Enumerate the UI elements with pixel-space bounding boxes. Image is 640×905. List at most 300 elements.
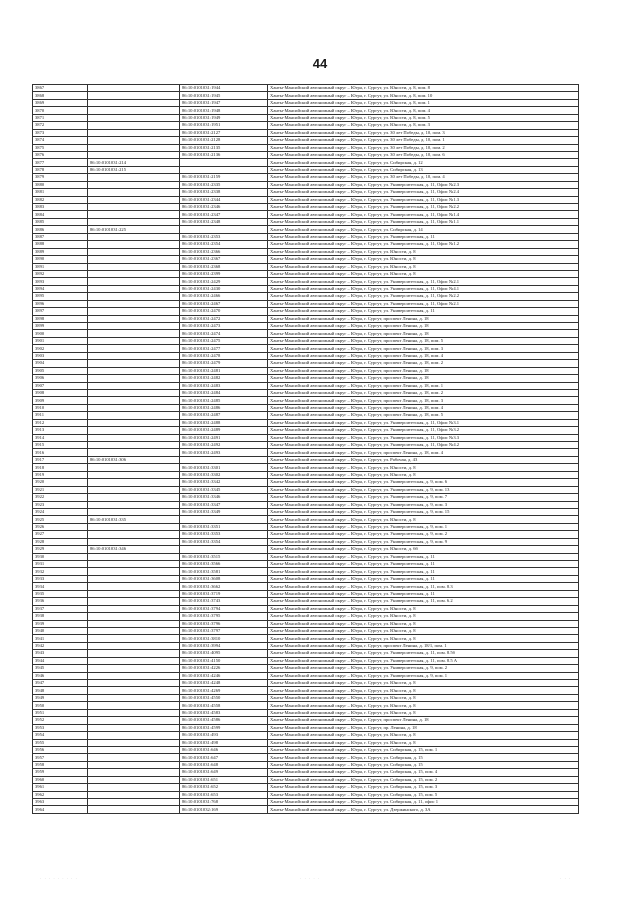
address-cell: Ханты-Мансийский автономный округ – Югра, г. Сургут, ул. Юности, д. 8 [268, 471, 579, 478]
address-cell: Ханты-Мансийский автономный округ – Югра, г. Сургут, ул. Рабочая, д. 43 [268, 456, 579, 463]
address-cell: Ханты-Мансийский автономный округ – Югра, г. Сургут, ул. Университетская, д. 11, Офис №1.2 [268, 241, 579, 248]
table-row [33, 598, 579, 605]
cadastral-number-cell: 86:10:0101031:2485 [180, 397, 268, 404]
row-number-cell: 3939 [33, 620, 88, 627]
address-cell: Ханты-Мансийский автономный округ – Югра, г. Сургут, ул. Сибирская, д. 15, пом. 1 [268, 746, 579, 753]
table-row [33, 278, 579, 285]
cadastral-number-cell: 86:10:0101031:3302 [180, 471, 268, 478]
row-number-cell: 3889 [33, 248, 88, 255]
address-cell: Ханты-Мансийский автономный округ – Югра, г. Сургут, проспект Ленина, д. 18, пом. 2 [268, 360, 579, 367]
table-row [33, 107, 579, 114]
parcel-number-cell [88, 352, 180, 359]
table-row [33, 419, 579, 426]
cadastral-number-cell: 86:10:0101031:3794 [180, 605, 268, 612]
row-number-cell: 3871 [33, 114, 88, 121]
table-row [33, 144, 579, 151]
table-row [33, 315, 579, 322]
address-cell: Ханты-Мансийский автономный округ – Югра, г. Сургут, ул. Университетская, д. 9, пом. 6 [268, 479, 579, 486]
table-row [33, 367, 579, 374]
page-number: 44 [312, 56, 328, 71]
parcel-number-cell [88, 204, 180, 211]
address-cell: Ханты-Мансийский автономный округ – Югра, г. Сургут, ул. Университетская, д. 11, Офис №1.3 [268, 196, 579, 203]
registry-table-body [33, 85, 579, 814]
row-number-cell: 3881 [33, 189, 88, 196]
parcel-number-cell [88, 196, 180, 203]
address-cell: Ханты-Мансийский автономный округ – Югра, г. Сургут, ул. Университетская, д. 11, Офис №2.1 [268, 300, 579, 307]
parcel-number-cell [88, 256, 180, 263]
footer-scan-noise-right: · · · [560, 876, 572, 881]
cadastral-number-cell [180, 546, 268, 553]
cadastral-number-cell: 86:10:0101031:2481 [180, 367, 268, 374]
table-row [33, 159, 579, 166]
row-number-cell: 3957 [33, 754, 88, 761]
row-number-cell: 3934 [33, 583, 88, 590]
row-number-cell: 3906 [33, 375, 88, 382]
parcel-number-cell [88, 746, 180, 753]
address-cell: Ханты-Мансийский автономный округ – Югра, г. Сургут, проспект Ленина, д. 18 [268, 375, 579, 382]
row-number-cell: 3921 [33, 486, 88, 493]
table-row [33, 92, 579, 99]
table-row [33, 345, 579, 352]
row-number-cell: 3946 [33, 672, 88, 679]
cadastral-number-cell: 86:10:0101031:4248 [180, 680, 268, 687]
cadastral-number-cell: 86:10:0101031:3994 [180, 642, 268, 649]
cadastral-number-cell: 86:10:0101031:2347 [180, 211, 268, 218]
table-row [33, 650, 579, 657]
cadastral-number-cell: 86:10:0101031:2478 [180, 352, 268, 359]
address-cell: Ханты-Мансийский автономный округ – Югра, г. Сургут, ул. Юности, д. 8 [268, 627, 579, 634]
table-row [33, 739, 579, 746]
table-row [33, 494, 579, 501]
table-row [33, 687, 579, 694]
footer-scan-noise-center: · · · · · [300, 876, 321, 881]
row-number-cell: 3919 [33, 471, 88, 478]
address-cell: Ханты-Мансийский автономный округ – Югра, г. Сургут, ул. Юности, д. 8, пом. 8 [268, 85, 579, 92]
address-cell: Ханты-Мансийский автономный округ – Югра, г. Сургут, ул. Университетская, д. 9, пом. 2 [268, 531, 579, 538]
table-row [33, 330, 579, 337]
row-number-cell: 3951 [33, 709, 88, 716]
row-number-cell: 3873 [33, 129, 88, 136]
table-row [33, 538, 579, 545]
row-number-cell: 3897 [33, 308, 88, 315]
address-cell: Ханты-Мансийский автономный округ – Югра, г. Сургут, ул. Сибирская, д. 14 [268, 226, 579, 233]
cadastral-number-cell: 86:10:0101031:2482 [180, 375, 268, 382]
address-cell: Ханты-Мансийский автономный округ – Югра, г. Сургут, ул. Сибирская, д. 11, офис 1 [268, 799, 579, 806]
row-number-cell: 3942 [33, 642, 88, 649]
table-row [33, 211, 579, 218]
cadastral-number-cell: 86:10:0101031:2353 [180, 233, 268, 240]
parcel-number-cell [88, 784, 180, 791]
parcel-number-cell [88, 107, 180, 114]
cadastral-number-cell: 86:10:0101031:2474 [180, 330, 268, 337]
address-cell: Ханты-Мансийский автономный округ – Югра, г. Сургут, проспект Ленина, д. 18, пом. 4 [268, 352, 579, 359]
table-row [33, 241, 579, 248]
cadastral-number-cell: 86:10:0101031:649 [180, 769, 268, 776]
parcel-number-cell [88, 657, 180, 664]
address-cell: Ханты-Мансийский автономный округ – Югра, г. Сургут, ул. Университетская, д. 9, пом. 13 [268, 486, 579, 493]
row-number-cell: 3956 [33, 746, 88, 753]
address-cell: Ханты-Мансийский автономный округ – Югра, г. Сургут, ул. Университетская, д. 11, Офис №2.3 [268, 181, 579, 188]
cadastral-number-cell: 86:10:0101031:2429 [180, 278, 268, 285]
cadastral-number-cell: 86:10:0101031:4226 [180, 665, 268, 672]
parcel-number-cell [88, 575, 180, 582]
cadastral-number-cell: 86:10:0101031:3810 [180, 635, 268, 642]
row-number-cell: 3932 [33, 568, 88, 575]
cadastral-number-cell [180, 456, 268, 463]
row-number-cell: 3940 [33, 627, 88, 634]
address-cell: Ханты-Мансийский автономный округ – Югра, г. Сургут, ул. 30 лет Победы, д. 10, пом. 1 [268, 137, 579, 144]
parcel-number-cell [88, 412, 180, 419]
row-number-cell: 3944 [33, 657, 88, 664]
parcel-number-cell [88, 300, 180, 307]
cadastral-number-cell: 86:10:0101031:2491 [180, 434, 268, 441]
row-number-cell: 3890 [33, 256, 88, 263]
address-cell: Ханты-Мансийский автономный округ – Югра, г. Сургут, ул. Университетская, д. 11 [268, 575, 579, 582]
cadastral-number-cell: 86:10:0101031:2128 [180, 137, 268, 144]
table-row [33, 561, 579, 568]
cadastral-number-cell: 86:10:0101031:646 [180, 746, 268, 753]
parcel-number-cell [88, 568, 180, 575]
parcel-number-cell [88, 464, 180, 471]
parcel-number-cell [88, 583, 180, 590]
row-number-cell: 3963 [33, 799, 88, 806]
parcel-number-cell [88, 442, 180, 449]
parcel-number-cell [88, 278, 180, 285]
table-row [33, 137, 579, 144]
table-row [33, 174, 579, 181]
table-row [33, 263, 579, 270]
table-row [33, 709, 579, 716]
row-number-cell: 3964 [33, 806, 88, 813]
address-cell: Ханты-Мансийский автономный округ – Югра, г. Сургут, ул. Университетская, д. 11 [268, 561, 579, 568]
parcel-number-cell [88, 427, 180, 434]
table-row [33, 427, 579, 434]
cadastral-number-cell [180, 516, 268, 523]
cadastral-number-cell: 86:10:0101031:3795 [180, 613, 268, 620]
cadastral-number-cell: 86:10:0101031:2346 [180, 204, 268, 211]
table-row [33, 337, 579, 344]
row-number-cell: 3888 [33, 241, 88, 248]
parcel-number-cell [88, 702, 180, 709]
cadastral-number-cell: 86:10:0101031:3349 [180, 508, 268, 515]
address-cell: Ханты-Мансийский автономный округ – Югра, г. Сургут, ул. Университетская, д. 11, Офис №3.3 [268, 434, 579, 441]
row-number-cell: 3918 [33, 464, 88, 471]
cadastral-number-cell: 86:10:0101031:2348 [180, 218, 268, 225]
row-number-cell: 3903 [33, 352, 88, 359]
parcel-number-cell [88, 233, 180, 240]
cadastral-number-cell: 86:10:0101031:3608 [180, 575, 268, 582]
address-cell: Ханты-Мансийский автономный округ – Югра, г. Сургут, ул. Сибирская, д. 15 [268, 761, 579, 768]
row-number-cell: 3893 [33, 278, 88, 285]
address-cell: Ханты-Мансийский автономный округ – Югра, г. Сургут, ул. Юности, д. 8 [268, 613, 579, 620]
parcel-number-cell [88, 531, 180, 538]
cadastral-number-cell: 86:10:0101031:3353 [180, 531, 268, 538]
parcel-number-cell [88, 285, 180, 292]
address-cell: Ханты-Мансийский автономный округ – Югра, г. Сургут, ул. Дзержинского, д. 3А [268, 806, 579, 813]
row-number-cell: 3949 [33, 694, 88, 701]
row-number-cell: 3909 [33, 397, 88, 404]
address-cell: Ханты-Мансийский автономный округ – Югра, г. Сургут, ул. 30 лет Победы, д. 10, пом. 2 [268, 144, 579, 151]
cadastral-number-cell: 86:10:0101031:2430 [180, 285, 268, 292]
row-number-cell: 3915 [33, 442, 88, 449]
address-cell: Ханты-Мансийский автономный округ – Югра, г. Сургут, ул. 30 лет Победы, д. 10, пом. 3 [268, 129, 579, 136]
table-row [33, 799, 579, 806]
table-row [33, 122, 579, 129]
parcel-number-cell [88, 189, 180, 196]
address-cell: Ханты-Мансийский автономный округ – Югра, г. Сургут, ул. Юности, д. 8 [268, 270, 579, 277]
address-cell: Ханты-Мансийский автономный округ – Югра, г. Сургут, ул. Университетская, д. 11, Офис №1.4 [268, 211, 579, 218]
address-cell: Ханты-Мансийский автономный округ – Югра, г. Сургут, ул. Юности, д. 8, пом. 4 [268, 107, 579, 114]
row-number-cell: 3954 [33, 732, 88, 739]
row-number-cell: 3941 [33, 635, 88, 642]
cadastral-number-cell: 86:10:0101031:2492 [180, 442, 268, 449]
address-cell: Ханты-Мансийский автономный округ – Югра, г. Сургут, ул. Сибирская, д. 13 [268, 166, 579, 173]
cadastral-number-cell [180, 226, 268, 233]
cadastral-number-cell: 86:10:0101031:3719 [180, 590, 268, 597]
address-cell: Ханты-Мансийский автономный округ – Югра, г. Сургут, ул. Юности, д. 8, пом. 5 [268, 114, 579, 121]
address-cell: Ханты-Мансийский автономный округ – Югра, г. Сургут, ул. Юности, д. 8 [268, 635, 579, 642]
row-number-cell: 3945 [33, 665, 88, 672]
parcel-number-cell [88, 627, 180, 634]
address-cell: Ханты-Мансийский автономный округ – Югра, г. Сургут, ул. Юности, д. 8 [268, 702, 579, 709]
table-row [33, 196, 579, 203]
table-row [33, 285, 579, 292]
row-number-cell: 3874 [33, 137, 88, 144]
row-number-cell: 3929 [33, 546, 88, 553]
cadastral-number-cell: 86:10:0101031:2159 [180, 174, 268, 181]
row-number-cell: 3920 [33, 479, 88, 486]
parcel-number-cell [88, 732, 180, 739]
address-cell: Ханты-Мансийский автономный округ – Югра, г. Сургут, ул. Университетская, д. 11, Офис №4.2 [268, 442, 579, 449]
address-cell: Ханты-Мансийский автономный округ – Югра, г. Сургут, проспект Ленина, д. 18 [268, 367, 579, 374]
table-row [33, 456, 579, 463]
address-cell: Ханты-Мансийский автономный округ – Югра, г. Сургут, проспект Ленина, д. 18 [268, 717, 579, 724]
cadastral-number-cell: 86:10:0101031:651 [180, 776, 268, 783]
table-row [33, 627, 579, 634]
cadastral-number-cell: 86:10:0101031:2475 [180, 337, 268, 344]
parcel-number-cell [88, 345, 180, 352]
row-number-cell: 3869 [33, 99, 88, 106]
address-cell: Ханты-Мансийский автономный округ – Югра, г. Сургут, ул. Университетская, д. 11 [268, 233, 579, 240]
parcel-number-cell [88, 315, 180, 322]
table-row [33, 523, 579, 530]
cadastral-number-cell: 86:10:0101031:1944 [180, 85, 268, 92]
cadastral-number-cell: 86:10:0101031:4269 [180, 687, 268, 694]
table-row [33, 397, 579, 404]
table-row [33, 189, 579, 196]
table-row [33, 501, 579, 508]
cadastral-number-cell: 86:10:0101031:3347 [180, 501, 268, 508]
cadastral-number-cell: 86:10:0101031:1945 [180, 92, 268, 99]
row-number-cell: 3924 [33, 508, 88, 515]
cadastral-number-cell: 86:10:0101031:2368 [180, 263, 268, 270]
row-number-cell: 3913 [33, 427, 88, 434]
parcel-number-cell [88, 337, 180, 344]
address-cell: Ханты-Мансийский автономный округ – Югра, г. Сургут, ул. Университетская, д. 11, Офис №2.1 [268, 278, 579, 285]
cadastral-number-cell: 86:10:0101031:647 [180, 754, 268, 761]
parcel-number-cell [88, 263, 180, 270]
table-row [33, 479, 579, 486]
address-cell: Ханты-Мансийский автономный округ – Югра, г. Сургут, ул. Университетская, д. 11, Офис №1.1 [268, 218, 579, 225]
address-cell: Ханты-Мансийский автономный округ – Югра, г. Сургут, ул. Юности, д. 8 [268, 732, 579, 739]
address-cell: Ханты-Мансийский автономный округ – Югра, г. Сургут, ул. Университетская, д. 11, пом. 8.3 [268, 583, 579, 590]
cadastral-number-cell: 86:10:0101031:3351 [180, 523, 268, 530]
address-cell: Ханты-Мансийский автономный округ – Югра, г. Сургут, ул. Юности, д. 8 [268, 680, 579, 687]
address-cell: Ханты-Мансийский автономный округ – Югра, г. Сургут, пр. Ленина, д. 18 [268, 724, 579, 731]
table-row [33, 776, 579, 783]
row-number-cell: 3892 [33, 270, 88, 277]
row-number-cell: 3930 [33, 553, 88, 560]
row-number-cell: 3926 [33, 523, 88, 530]
cadastral-number-cell: 86:10:0101031:1951 [180, 122, 268, 129]
address-cell: Ханты-Мансийский автономный округ – Югра, г. Сургут, проспект Ленина, д. 18 [268, 330, 579, 337]
parcel-number-cell [88, 650, 180, 657]
parcel-number-cell [88, 791, 180, 798]
parcel-number-cell [88, 471, 180, 478]
address-cell: Ханты-Мансийский автономный округ – Югра, г. Сургут, ул. Юности, д. 8, пом. 1 [268, 99, 579, 106]
address-cell: Ханты-Мансийский автономный округ – Югра, г. Сургут, ул. Университетская, д. 11, Офис №2.4 [268, 189, 579, 196]
table-row [33, 181, 579, 188]
cadastral-number-cell: 86:10:0101031:4246 [180, 672, 268, 679]
address-cell: Ханты-Мансийский автономный округ – Югра, г. Сургут, проспект Ленина, д. 18, пом. 3 [268, 397, 579, 404]
row-number-cell: 3870 [33, 107, 88, 114]
table-row [33, 553, 579, 560]
table-row [33, 717, 579, 724]
row-number-cell: 3958 [33, 761, 88, 768]
cadastral-number-cell: 86:10:0101031:2127 [180, 129, 268, 136]
cadastral-number-cell: 86:10:0101031:2354 [180, 241, 268, 248]
cadastral-number-cell: 86:10:0101031:4095 [180, 650, 268, 657]
address-cell: Ханты-Мансийский автономный округ – Югра, г. Сургут, ул. Университетская, д. 9, пом. 1 [268, 672, 579, 679]
parcel-number-cell [88, 389, 180, 396]
row-number-cell: 3933 [33, 575, 88, 582]
cadastral-number-cell: 86:10:0101031:4150 [180, 657, 268, 664]
table-row [33, 575, 579, 582]
table-row [33, 746, 579, 753]
row-number-cell: 3904 [33, 360, 88, 367]
row-number-cell: 3884 [33, 211, 88, 218]
footer-scan-noise-left: · · · · · · · · · [40, 876, 78, 881]
row-number-cell: 3905 [33, 367, 88, 374]
table-row [33, 531, 579, 538]
row-number-cell: 3953 [33, 724, 88, 731]
address-cell: Ханты-Мансийский автономный округ – Югра, г. Сургут, ул. Юности, д. 8 [268, 248, 579, 255]
address-cell: Ханты-Мансийский автономный округ – Югра, г. Сургут, ул. Университетская, д. 11 [268, 590, 579, 597]
parcel-number-cell [88, 724, 180, 731]
parcel-number-cell [88, 404, 180, 411]
table-row [33, 635, 579, 642]
parcel-number-cell [88, 241, 180, 248]
cadastral-number-cell: 86:10:0101031:3515 [180, 553, 268, 560]
cadastral-number-cell: 86:10:0101031:4550 [180, 694, 268, 701]
parcel-number-cell [88, 508, 180, 515]
address-cell: Ханты-Мансийский автономный округ – Югра, г. Сургут, ул. Юности, д. 8 [268, 605, 579, 612]
address-cell: Ханты-Мансийский автономный округ – Югра, г. Сургут, ул. Университетская, д. 11, пом. 8.5б [268, 650, 579, 657]
row-number-cell: 3916 [33, 449, 88, 456]
table-row [33, 375, 579, 382]
parcel-number-cell [88, 799, 180, 806]
row-number-cell: 3898 [33, 315, 88, 322]
table-row [33, 657, 579, 664]
address-cell: Ханты-Мансийский автономный округ – Югра, г. Сургут, проспект Ленина, д. 18/1, пом. 1 [268, 642, 579, 649]
parcel-number-cell [88, 561, 180, 568]
parcel-number-cell [88, 382, 180, 389]
table-row [33, 218, 579, 225]
parcel-number-cell [88, 129, 180, 136]
table-row [33, 270, 579, 277]
address-cell: Ханты-Мансийский автономный округ – Югра, г. Сургут, ул. Университетская, д. 11, пом. 8.5 А [268, 657, 579, 664]
cadastral-number-cell: 86:10:0101031:2338 [180, 189, 268, 196]
table-row [33, 404, 579, 411]
row-number-cell: 3878 [33, 166, 88, 173]
row-number-cell: 3948 [33, 687, 88, 694]
table-row [33, 99, 579, 106]
address-cell: Ханты-Мансийский автономный округ – Югра, г. Сургут, ул. Сибирская, д. 15, пом. 3 [268, 784, 579, 791]
parcel-number-cell [88, 761, 180, 768]
cadastral-number-cell: 86:10:0101031:2367 [180, 256, 268, 263]
parcel-number-cell [88, 523, 180, 530]
cadastral-number-cell: 86:10:0101031:2466 [180, 293, 268, 300]
cadastral-number-cell: 86:10:0101031:2467 [180, 300, 268, 307]
table-row [33, 754, 579, 761]
row-number-cell: 3911 [33, 412, 88, 419]
parcel-number-cell [88, 739, 180, 746]
table-row [33, 85, 579, 92]
table-row [33, 583, 579, 590]
row-number-cell: 3887 [33, 233, 88, 240]
row-number-cell: 3927 [33, 531, 88, 538]
cadastral-number-cell: 86:10:0101031:4558 [180, 702, 268, 709]
registry-table [32, 84, 579, 814]
parcel-number-cell [88, 293, 180, 300]
parcel-number-cell [88, 323, 180, 330]
table-row [33, 486, 579, 493]
row-number-cell: 3883 [33, 204, 88, 211]
address-cell: Ханты-Мансийский автономный округ – Югра, г. Сургут, ул. Университетская, д. 11, Офис №2.2 [268, 293, 579, 300]
table-row [33, 151, 579, 158]
table-row [33, 516, 579, 523]
table-row [33, 293, 579, 300]
cadastral-number-cell: 86:10:0101031:498 [180, 739, 268, 746]
cadastral-number-cell: 86:10:0101031:4586 [180, 717, 268, 724]
address-cell: Ханты-Мансийский автономный округ – Югра, г. Сургут, ул. Университетская, д. 9, пом. 15 [268, 508, 579, 515]
address-cell: Ханты-Мансийский автономный округ – Югра, г. Сургут, проспект Ленина, д. 18, пом. 2 [268, 389, 579, 396]
table-row [33, 806, 579, 813]
table-row [33, 256, 579, 263]
address-cell: Ханты-Мансийский автономный округ – Югра, г. Сургут, ул. Юности, д. 8, пом. 3 [268, 122, 579, 129]
table-row [33, 114, 579, 121]
address-cell: Ханты-Мансийский автономный округ – Югра, г. Сургут, ул. Юности, д. 8 [268, 739, 579, 746]
table-row [33, 791, 579, 798]
address-cell: Ханты-Мансийский автономный округ – Югра, г. Сургут, ул. Университетская, д. 11, Офис №3.2 [268, 427, 579, 434]
table-row [33, 642, 579, 649]
table-row [33, 129, 579, 136]
address-cell: Ханты-Мансийский автономный округ – Югра, г. Сургут, ул. Университетская, д. 9, пом. 7 [268, 494, 579, 501]
row-number-cell: 3894 [33, 285, 88, 292]
cadastral-number-cell: 86:10:0101031:2473 [180, 323, 268, 330]
row-number-cell: 3931 [33, 561, 88, 568]
parcel-number-cell: 86:10:0101031:346 [88, 546, 180, 553]
parcel-number-cell [88, 605, 180, 612]
table-row [33, 568, 579, 575]
address-cell: Ханты-Мансийский автономный округ – Югра, г. Сургут, проспект Ленина, д. 18 [268, 323, 579, 330]
row-number-cell: 3928 [33, 538, 88, 545]
address-cell: Ханты-Мансийский автономный округ – Югра, г. Сургут, ул. Сибирская, д. 15, пом. 2 [268, 776, 579, 783]
row-number-cell: 3923 [33, 501, 88, 508]
address-cell: Ханты-Мансийский автономный округ – Югра, г. Сургут, ул. Юности, д. 8 [268, 687, 579, 694]
parcel-number-cell [88, 330, 180, 337]
table-row [33, 508, 579, 515]
